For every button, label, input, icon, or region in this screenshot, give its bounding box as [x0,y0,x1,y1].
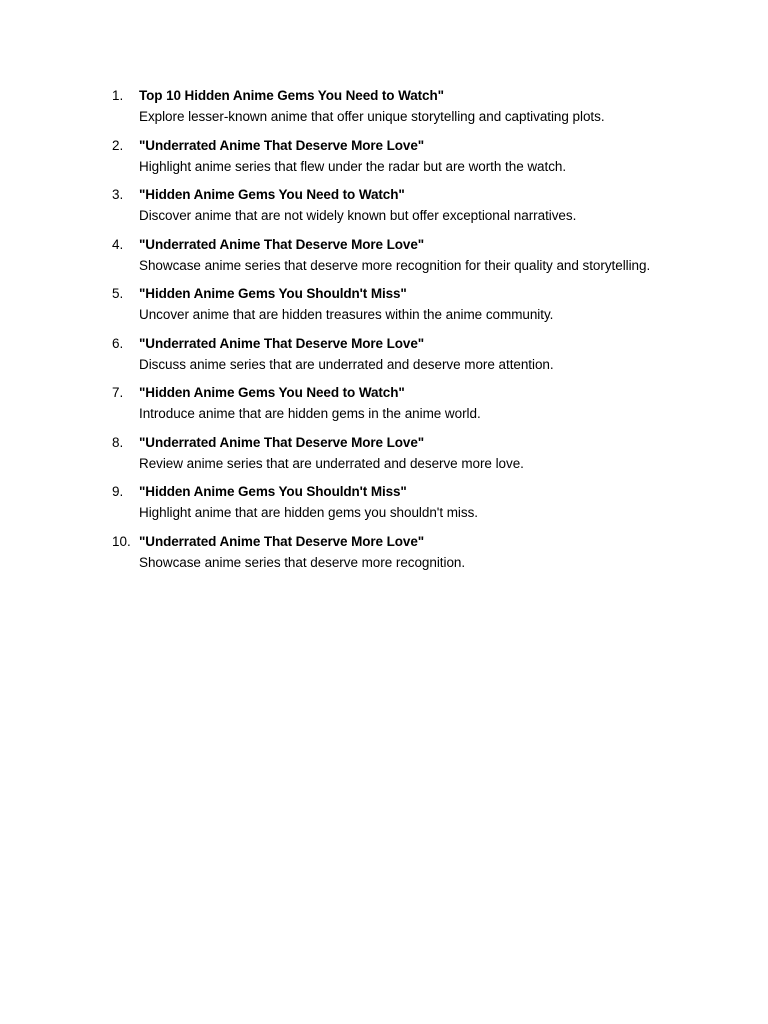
list-item-description: Discover anime that are not widely known but offer exceptional narratives. [139,208,577,223]
list-item-title: "Hidden Anime Gems You Shouldn't Miss" [139,484,407,499]
list-number: 1. [112,88,124,103]
list-item-title: "Underrated Anime That Deserve More Love" [139,335,425,351]
list-item-description: Highlight anime series that flew under the radar but are worth the watch. [139,158,567,174]
list-item-description: Explore lesser-known anime that offer unique storytelling and captivating plots. [139,109,605,124]
list-number: 10. [112,533,131,549]
list-item-title: Top 10 Hidden Anime Gems You Need to Watch" [139,88,444,103]
numbered-list [112,86,672,581]
list-number: 7. [112,385,124,400]
list-number: 2. [112,137,124,153]
list-item-description: Highlight anime that are hidden gems you shouldn't miss. [139,505,478,520]
list-item-description: Showcase anime series that deserve more recognition for their quality and storytelling. [139,257,651,273]
list-item [112,334,672,375]
list-number: 9. [112,484,124,499]
list-number: 5. [112,286,124,301]
list-item-description: Introduce anime that are hidden gems in the anime world. [139,406,481,421]
list-item-title: "Hidden Anime Gems You Need to Watch" [139,187,405,202]
list-number: 6. [112,335,124,351]
list-item-title: "Hidden Anime Gems You Need to Watch" [139,385,405,400]
list-item [112,532,672,573]
list-item [112,185,672,226]
list-item-title: "Underrated Anime That Deserve More Love" [139,137,425,153]
list-item [112,383,672,424]
list-item-title: "Underrated Anime That Deserve More Love" [139,533,425,549]
list-item-description: Showcase anime series that deserve more recognition. [139,554,466,570]
list-item-title: "Underrated Anime That Deserve More Love" [139,434,425,450]
list-item [112,235,672,276]
list-item [112,433,672,474]
list-item-description: Review anime series that are underrated and deserve more love. [139,455,524,471]
list-item [112,86,672,127]
list-number: 4. [112,236,124,252]
list-number: 8. [112,434,124,450]
list-item-description: Uncover anime that are hidden treasures within the anime community. [139,307,554,322]
list-item [112,136,672,177]
list-number: 3. [112,187,124,202]
list-item-title: "Hidden Anime Gems You Shouldn't Miss" [139,286,407,301]
list-item [112,284,672,325]
list-item-title: "Underrated Anime That Deserve More Love" [139,236,425,252]
list-item [112,482,672,523]
list-item-description: Discuss anime series that are underrated and deserve more attention. [139,356,554,372]
